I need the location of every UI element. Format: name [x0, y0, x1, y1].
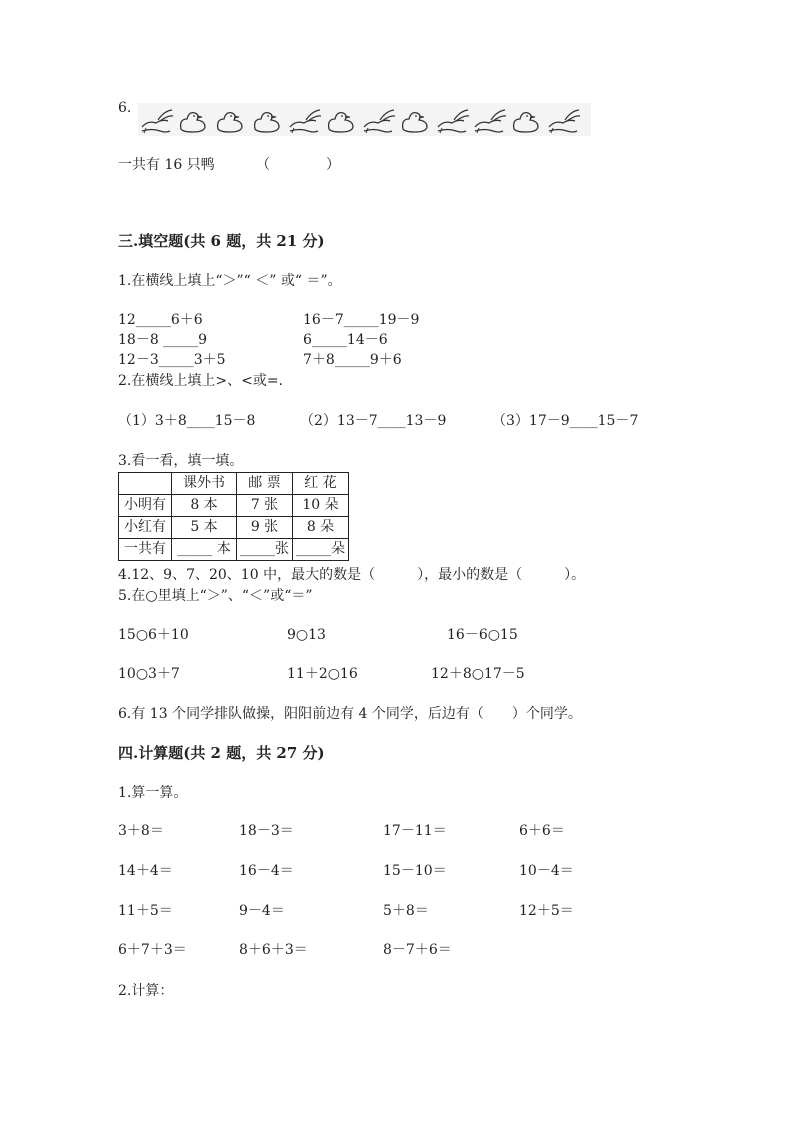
table-header-row	[119, 473, 349, 495]
calculation-item[interactable]: 12＋5＝	[519, 903, 574, 919]
duck-count-statement: 一共有 16 只鸭	[118, 157, 215, 173]
duck-icon	[323, 105, 359, 135]
table-row	[119, 517, 349, 539]
table-answer-cell[interactable]: _____张	[237, 539, 293, 561]
comparison-item[interactable]: 7＋8_____9＋6	[303, 352, 402, 368]
comparison-item[interactable]: 16－6○15	[447, 627, 518, 643]
question-prompt: 6.有 13 个同学排队做操，阳阳前边有 4 个同学，后边有（ ）个同学。	[118, 706, 582, 722]
question-prompt: 2.计算：	[118, 983, 174, 999]
comparison-item[interactable]: （1）3＋8____15－8	[118, 413, 256, 429]
duck-icon	[249, 105, 285, 135]
comparison-item[interactable]: 18－8 _____9	[118, 332, 208, 348]
table-row	[119, 495, 349, 517]
calculation-item[interactable]: 6＋6＝	[519, 823, 565, 839]
table-cell: 8 本	[172, 495, 237, 517]
question-number: 6.	[118, 100, 132, 116]
comparison-item[interactable]: 6_____14－6	[303, 332, 388, 348]
rabbit-icon	[545, 105, 581, 135]
table-cell: 9 张	[237, 517, 293, 539]
table-cell: 8 朵	[293, 517, 349, 539]
table-header-cell	[119, 473, 172, 495]
calculation-item[interactable]: 3＋8＝	[118, 823, 164, 839]
rabbit-icon	[471, 105, 507, 135]
question-prompt: 1.算一算。	[118, 785, 188, 801]
calculation-item[interactable]: 16－4＝	[239, 863, 294, 879]
section-title-calculation: 四.计算题(共 2 题，共 27 分)	[118, 744, 325, 762]
comparison-item[interactable]: 12－3_____3＋5	[118, 352, 226, 368]
calculation-item[interactable]: 8－7＋6＝	[383, 942, 452, 958]
calculation-item[interactable]: 11＋5＝	[118, 903, 173, 919]
question-prompt: 2.在横线上填上>、<或=.	[118, 373, 283, 389]
comparison-item[interactable]: （3）17－9____15－7	[492, 413, 639, 429]
rabbit-icon	[138, 105, 174, 135]
question-prompt: 1.在横线上填上“＞”“ ＜” 或“ ＝”。	[118, 273, 342, 289]
question-prompt: 5.在○里填上“＞”、“＜”或“＝”	[118, 588, 313, 604]
calculation-item[interactable]: 15－10＝	[383, 863, 447, 879]
table-cell: 10 朵	[293, 495, 349, 517]
duck-icon	[175, 105, 211, 135]
calculation-item[interactable]: 5＋8＝	[383, 903, 429, 919]
comparison-item[interactable]: 9○13	[287, 627, 326, 643]
table-cell: 小红有	[119, 517, 172, 539]
rabbit-icon	[434, 105, 470, 135]
calculation-item[interactable]: 18－3＝	[239, 823, 294, 839]
calculation-item[interactable]: 14＋4＝	[118, 863, 173, 879]
table-header-cell: 邮 票	[237, 473, 293, 495]
calculation-item[interactable]: 17－11＝	[383, 823, 447, 839]
table-cell: 7 张	[237, 495, 293, 517]
table-cell: 小明有	[119, 495, 172, 517]
table-answer-cell[interactable]: _____ 本	[172, 539, 237, 561]
rabbit-icon	[286, 105, 322, 135]
calculation-item[interactable]: 6＋7＋3＝	[118, 942, 187, 958]
comparison-item[interactable]: 12＋8○17－5	[431, 666, 525, 682]
comparison-item[interactable]: 12_____6＋6	[118, 312, 203, 328]
answer-blank[interactable]: （ ）	[256, 157, 340, 173]
calculation-item[interactable]: 8＋6＋3＝	[239, 942, 308, 958]
table-cell: 一共有	[119, 539, 172, 561]
rabbit-icon	[360, 105, 396, 135]
duck-icon	[212, 105, 248, 135]
calculation-item[interactable]: 9－4＝	[239, 903, 285, 919]
calculation-item[interactable]: 10－4＝	[519, 863, 574, 879]
comparison-item[interactable]: 11＋2○16	[287, 666, 358, 682]
table-row	[119, 539, 349, 561]
question-prompt: 3.看一看，填一填。	[118, 453, 244, 469]
section-title-fill-in: 三.填空题(共 6 题，共 21 分)	[118, 232, 325, 250]
comparison-item[interactable]: 15○6＋10	[118, 627, 189, 643]
comparison-item[interactable]: 16－7_____19－9	[303, 312, 420, 328]
table-header-cell: 课外书	[172, 473, 237, 495]
question-prompt: 4.12、9、7、20、10 中，最大的数是（ ），最小的数是（ ）。	[118, 567, 586, 583]
duck-icon	[397, 105, 433, 135]
table-answer-cell[interactable]: _____朵	[293, 539, 349, 561]
table-cell: 5 本	[172, 517, 237, 539]
animal-picture-strip	[138, 103, 591, 136]
comparison-item[interactable]: 10○3＋7	[118, 666, 180, 682]
count-table	[118, 472, 349, 561]
duck-icon	[508, 105, 544, 135]
comparison-item[interactable]: （2）13－7____13－9	[300, 413, 447, 429]
table-header-cell: 红 花	[293, 473, 349, 495]
